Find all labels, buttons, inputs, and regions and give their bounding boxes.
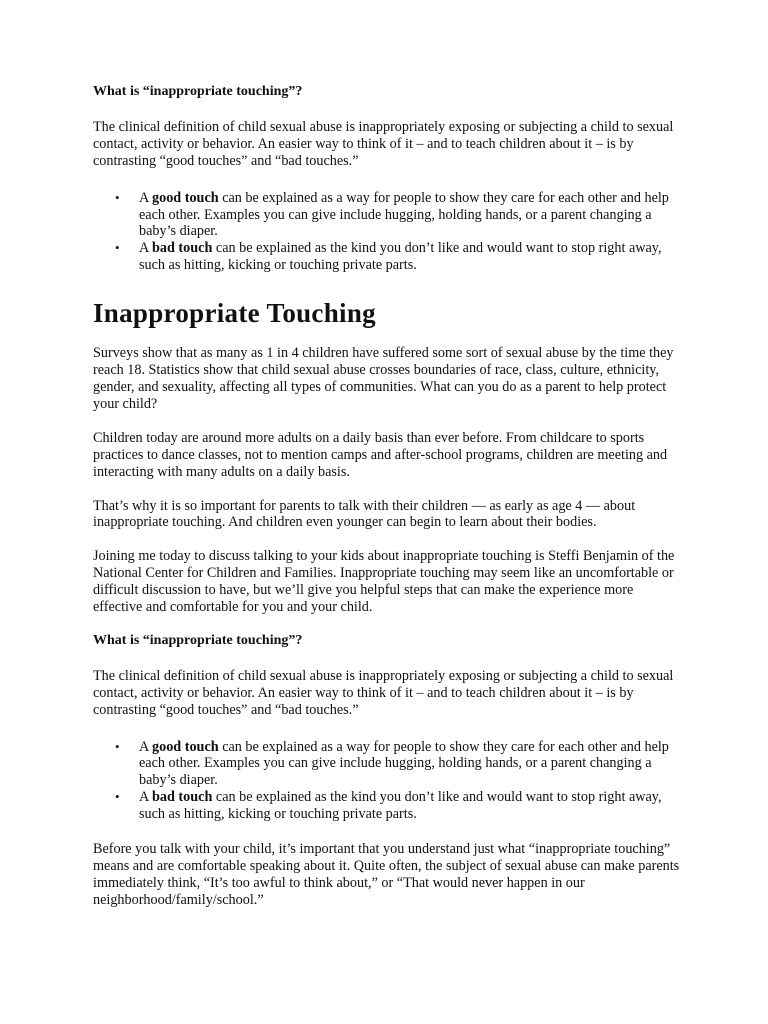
- closing-paragraph: Before you talk with your child, it’s important that you understand just what “inappropriate touching” means and are comfortable speaking about it. Quite often, the subject of sexual abuse can make parents immediately think, “It’s too awful to think about,” or “That would never happen in our neighborhood/family/school.”: [93, 841, 680, 908]
- bullet-bad-touch: [93, 789, 683, 823]
- bullet-prefix: A: [139, 738, 153, 755]
- body-paragraph-children-today: Children today are around more adults on a daily basis than ever before. From childcare to sports practices to dance classes, not to mention camps and after-school programs, children are meeting and interacting with many adults on a daily basis.: [93, 429, 668, 480]
- bad-touch-text: can be explained as the kind you don’t like and would want to stop right away, such as hitting, kicking or touching private parts.: [139, 240, 662, 274]
- bullet-icon: •: [115, 240, 120, 256]
- page-title: Inappropriate Touching: [93, 298, 376, 329]
- good-touch-text: can be explained as a way for people to show they care for each other and help each other. Examples you can give include hugging, holding hands, or a parent changing a baby’s diaper.: [139, 189, 669, 240]
- document-page: [93, 84, 683, 909]
- bullet-icon: •: [115, 738, 120, 754]
- bullet-icon: •: [115, 189, 120, 205]
- bad-touch-term: bad touch: [152, 789, 213, 806]
- bad-touch-term: bad touch: [152, 240, 213, 257]
- question-heading: What is “inappropriate touching”?: [93, 632, 303, 648]
- good-touch-text: can be explained as a way for people to show they care for each other and help each other. Examples you can give include hugging, holding hands, or a parent changing a baby’s diaper.: [139, 738, 669, 789]
- good-touch-term: good touch: [152, 189, 219, 206]
- bullet-prefix: A: [139, 789, 153, 806]
- bullet-prefix: A: [139, 189, 153, 206]
- good-touch-term: good touch: [152, 738, 219, 755]
- bullet-icon: •: [115, 789, 120, 805]
- bullet-good-touch: [93, 190, 683, 241]
- bullet-bad-touch: [93, 240, 683, 274]
- touch-bullet-list: [93, 190, 683, 275]
- question-heading: What is “inappropriate touching”?: [93, 84, 303, 99]
- body-paragraph-joining-me: Joining me today to discuss talking to your kids about inappropriate touching is Steffi Benjamin of the National Center for Children and Families. Inappropriate touching may seem like an uncomfortable or difficult discussion to have, but we’ll give you helpful steps that can make the experience more effective and comfortable for you and your child.: [93, 548, 675, 616]
- touch-bullet-list: [93, 739, 683, 824]
- body-paragraph-surveys: Surveys show that as many as 1 in 4 children have suffered some sort of sexual abuse by the time they reach 18. Statistics show that child sexual abuse crosses boundaries of race, class, culture, ethnicity, gender, and sexuality, affecting all types of communities. What can you do as a parent to help protect your child?: [93, 345, 674, 412]
- bullet-prefix: A: [139, 240, 153, 257]
- definition-paragraph: The clinical definition of child sexual abuse is inappropriately exposing or subjecting a child to sexual contact, activity or behavior. An easier way to think of it – and to teach children about it – is by contrasting “good touches” and “bad touches.”: [93, 667, 674, 718]
- definition-paragraph: The clinical definition of child sexual abuse is inappropriately exposing or subjecting a child to sexual contact, activity or behavior. An easier way to think of it – and to teach children about it – is by contrasting “good touches” and “bad touches.”: [93, 118, 674, 169]
- bullet-good-touch: [93, 739, 683, 790]
- bad-touch-text: can be explained as the kind you don’t like and would want to stop right away, such as hitting, kicking or touching private parts.: [139, 789, 662, 823]
- body-paragraph-why-important: That’s why it is so important for parents to talk with their children — as early as age 4 — about inappropriate touching. And children even younger can begin to learn about their bodies.: [93, 497, 636, 531]
